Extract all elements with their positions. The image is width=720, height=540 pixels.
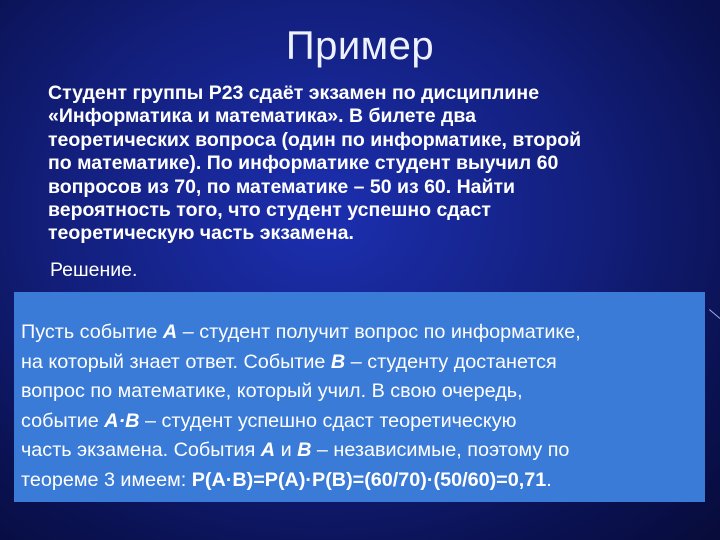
solution-text-fragment: – студент успешно сдаст теоретическую (139, 409, 517, 432)
solution-text-fragment: событие (21, 409, 105, 432)
solution-label: Решение. (50, 259, 138, 281)
decorative-line (709, 309, 720, 319)
solution-text-fragment: часть экзамена. События (21, 439, 261, 461)
solution-line (21, 466, 705, 496)
problem-line: по математике). По информатике студент выучил 60 (48, 152, 559, 175)
problem-line: вероятность того, что студент успешно сдаст (48, 199, 491, 222)
event-ab-symbol: А·В (104, 409, 140, 432)
problem-line: Студент группы Р23 сдаёт экзамен по дисциплине (48, 82, 540, 104)
solution-text (21, 318, 705, 495)
problem-line: теоретическую часть экзамена. (48, 222, 354, 245)
solution-text-fragment: на который знает ответ. Событие (21, 350, 331, 373)
solution-line (21, 407, 705, 437)
probability-formula: P(A·B)=P(A)·P(B)=(60/70)·(50/60)=0,71 (191, 468, 547, 491)
solution-line (21, 348, 705, 378)
solution-line: вопрос по математике, который учил. В свою очередь, (21, 380, 523, 402)
problem-line: теоретических вопроса (один по информатике, второй (48, 128, 582, 151)
solution-text-fragment: . (546, 468, 552, 491)
solution-text-fragment: и (275, 439, 298, 461)
solution-text-fragment: – независимые, поэтому по (311, 439, 570, 461)
solution-text-fragment: – студент получит вопрос по информатике, (177, 321, 581, 343)
problem-statement (48, 82, 718, 246)
solution-text-fragment: – студенту достанется (345, 350, 557, 373)
solution-text-fragment: Пусть событие (21, 321, 163, 343)
solution-box (14, 292, 705, 502)
event-b-symbol: В (297, 439, 312, 461)
event-a-symbol: А (162, 321, 178, 343)
problem-line: вопросов из 70, по математике – 50 из 60. Найти (48, 175, 516, 198)
solution-line (21, 436, 705, 466)
event-b-symbol: В (330, 350, 346, 373)
slide-title: Пример (285, 24, 435, 68)
event-a-symbol: А (260, 439, 276, 461)
problem-line: «Информатика и математика». В билете два (48, 105, 476, 128)
solution-text-fragment: теореме 3 имеем: (21, 468, 192, 491)
solution-line (21, 318, 705, 348)
